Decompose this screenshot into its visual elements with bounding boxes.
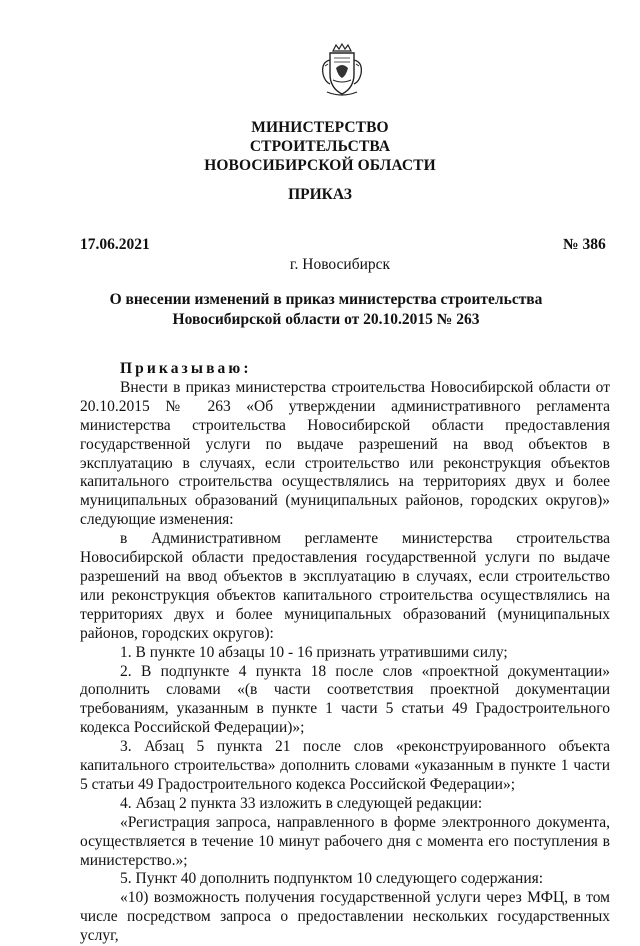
order-date: 17.06.2021 [80,236,150,253]
ministry-name-line-2: СТРОИТЕЛЬСТВА [249,138,391,155]
paragraph: в Административном регламенте министерства строительства Новосибирской области предоставления государственной услуги по выдаче разрешений на ввод объектов в эксплуатацию в случаях, если строительство или реконструкция объектов капитального строительства осуществлялись на территориях двух и более муниципальных образований (муниципальных районов, городских округов): [80,530,610,642]
paragraph: «10) возможность получения государственной услуги через МФЦ, в том числе посредством запроса о предоставлении нескольких государственных услуг, [80,889,610,945]
ministry-name-line-3: НОВОСИБИРСКОЙ ОБЛАСТИ [204,157,436,174]
paragraph: 5. Пункт 40 дополнить подпунктом 10 следующего содержания: [120,870,544,888]
order-subject-line-1: О внесении изменений в приказ министерства строительства [109,291,543,308]
order-subject-line-2: Новосибирской области от 20.10.2015 № 263 [172,310,480,328]
paragraph: 3. Абзац 5 пункта 21 после слов «реконструированного объекта капитального строительства» дополнить словами «указанным в пункте 1 части 5 статьи 49 Градостроительного кодекса Российской Федерации»; [80,738,610,793]
paragraph: 4. Абзац 2 пункта 33 изложить в следующей редакции: [120,794,483,812]
order-heading: Приказываю: [120,360,252,377]
paragraph: 1. В пункте 10 абзацы 10 - 16 признать утратившими силу; [120,643,508,661]
paragraph: 2. В подпункте 4 пункта 18 после слов «проектной документации» дополнить словами «(в части соответствия проектной документации требованиям, указанным в пункте 1 части 5 статьи 49 Градостроительного кодекса Российской Федерации)»; [80,662,610,737]
order-subject [6,290,640,329]
paragraph: «Регистрация запроса, направленного в форме электронного документа, осуществляется в течение 10 минут рабочего дня с момента его поступления в министерство.»; [80,813,610,869]
ministry-name [0,118,640,175]
ministry-name-line-1: МИНИСТЕРСТВО [251,119,389,136]
city: г. Новосибирск [289,256,391,273]
paragraph: Внести в приказ министерства строительства Новосибирской области от 20.10.2015 № 263 «Об утверждении административного регламента министерства строительства Новосибирской области предоставления государственной услуги по выдаче разрешений на ввод объектов в эксплуатацию в случаях, если строительство или реконструкция объектов капитального строительства осуществлялись на территориях двух и более муниципальных образований (муниципальных районов, городских округов)» следующие изменения: [80,378,610,529]
order-number: № 386 [563,236,606,253]
order-body [80,360,610,946]
coat-of-arms-icon [319,42,365,100]
document-type: ПРИКАЗ [288,186,352,203]
